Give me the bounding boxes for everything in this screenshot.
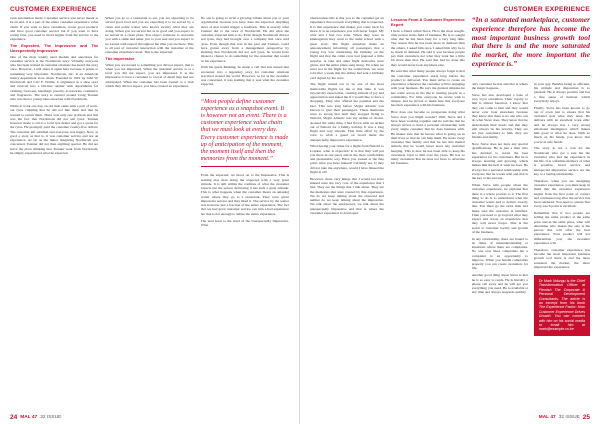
footer-right [539,414,590,421]
paragraph: The story is not a win for the Nordstrom who got a sale but the customer who had the experience in his life. It is a lifetime memory of what is possible. Great service and unexpected impressive service are the key to a lasting relationship. [533,146,590,176]
paragraph: He said that what many people always forget is that the customer experience starts long before the product is delivered. You must strive to create an experience whenever the customer will be engaging with your business. He says the greatest mistake he has come across in his life is treating people as a commodity. For him, everyone he works with is unique, and he strives to make sure that everyone has their experience with his business. [390,69,465,108]
footer-left [10,414,61,421]
paragraph: One of the most widely used models and anecdotes for customer service is the Nordstrom story. Virtually everyone who has been trained in customer relations has heard the story once. However, I will share it again here because it points to something very important. Nordstrom, Inc. is an American luxury department store chain. Founded in 1901 by John W. Nordstrom and Carl F. Wallin, it originated as a shoe store and evolved into a full-line retailer with departments for clothing, footwear, handbags, jewelry, accessories, cosmetics, and fragrances. The story is centred around Craig Trenner who was then a young sales associate with Nordstrom. [10,54,99,102]
page-number: 25 [582,414,590,421]
issue-suffix: 32 ISSUE [40,415,62,420]
paragraph: only customer he has and that is where the magic happens. [471,81,528,91]
paragraph: With his quick thinking, he made a call that has turned that encounter into a legendary story for customer relations practiced around the world. However, as far as the customer was concerned, it was nothing that it was what the customer expected. [200,65,289,87]
right-column-2 [391,16,465,408]
paragraph: I have a friend called Steve. He is the most sought-after person in his field of business. He is so sought after that he has been busy for a very long time. The reason that he has been more in demand than the others, I asked him once. I asked him why he is so much in demand. He said it was because people pay their customers not what they want but a little bit more than that. He said that had he done this they would never look anywhere else. [390,28,465,67]
paragraph: characterizes this is that you as the customer get an experience that exceeds everything that is expected. It is that experience that makes you come back for more. It is an experience you will never forget. My wife and I had two sons. When they were in kindergarten they went to the same school with a great story. The flight attendant made an announcement informing all passengers that a young boy was celebrating his birthday on the flight and that the cabin crew had prepared a little surprise. A cake and other flight delicacies were given, and the entire plane sang along. Yet when we were not in the flight for the celebration, we were told after a week that the airline had sent a birthday card signed by the crew. [310,16,384,80]
paragraph: Another good thing about Steve is that he is so easy to reach. He is literally a phone call away and he will get you everything you need. He is available at any time and always responds quickly. [471,273,528,295]
right-column-3 [472,16,590,408]
paragraph: even automation made. Customer service was never meant to be an end, it is a part of the entire customer experience value chain. If you want to have customers, create good products and have good customer service but if you want to have raving fans, you need to move higher from the service to the experience. [10,16,99,42]
issue-label: MAL 47 [538,415,556,420]
subheading: Lessons From A Customer Experience Expert [390,17,465,27]
section-label-right: CUSTOMER EXPERIENCE [503,6,590,13]
right-subcolumns [472,82,590,336]
left-column-1 [10,16,98,408]
paragraph: What having your ticket for a flight from Nairobi to London, what is expected? It is that they will put you there in one piece and in the most comfortable and pleasurable way. Have you looked at the fine print, what you have missed? Certainly not. If they did not take me anywhere, would I have missed the flight at all? [310,144,384,174]
paragraph: The flight turned out to be one of the most memorable flights for me at that time. It was beyond my expectation, creating attitude of joy and appreciation and asked me if I would like to have a shopping. They also offered me pajamas and the best. This was long before Virgin Atlantic was known to give their passengers. These memories were so strong that until they stopped flying to Nairobi, Virgin Atlantic was my airline of choice. Around the same time, I had flown with an airline out of Nairobi for a family holiday. It was a long flight and very smooth. That little effort by the crew to wish a guest on board made the unexpectedly impressive experience. [310,82,384,142]
left-columns [10,16,289,408]
paragraph: How does one become so prosperous doing what Steve does you might wonder? Well, Steve and I have been working together and he told me that he always strives to have a personal relationship with every single customer that he does business with. He makes sure that he knows what is going on in their lives so that he can help them. He treats every customer like family and that he has this mental attitude that he would never leave any customer hanging. This is how he has been able to keep his customers loyal to him over the years. He has so many customers that he does not have to advertise his business. [390,110,465,166]
paragraph: in your guy. Besides being so efficient, his attitude and disposition is so pleasant. He is always positive and has a fine sense of humour which everybody enjoys. [533,81,590,103]
section-label-left: CUSTOMER EXPERIENCE [10,6,97,13]
paragraph: Steve has also developed a base of very loyal customers. Their loyalty to him is almost fanatical. I know that they can come to him and they would never ever look elsewhere because they know that there is no one who can do what Steve does. They know that he understands their needs and that they will always be his priority. They are not just customers to him, they are friends and family. [471,92,528,140]
right-subcolumn-a [472,82,528,336]
pull-quote: “Most people define customer experience as a snapshot event. It is however not an event. There is a customer experience value chain that we must look at every day. Every customer experience is made up of anticipation of the moment, the moment itself and then the memories from the moment.” [201,93,289,168]
right-page [300,0,600,424]
paragraph: When you are treated to something you did not expect, that is when you are impressed. When the customer service is at a level you did not expect, you are impressed. It is the impressive to treat a customer to a level of detail they had not anticipated. When the customer has been treated to a visit which they did not expect, you have created an experience. [105,62,194,88]
author-bio-box: Dr Mark Ndungu is the Chief Transformation Officer at Flemish The Corporate & Personal Development Consultants. The article is an excerpt from his book The Experience Factor: How Customer Experience Drives Growth. You can connect with him on his social media or email him at mark@example.co.ke [534,275,590,336]
paragraph: From the expected, we move on to the Impressive. This is nothing else than doing the expected with a very great attitude. It is still within the confines of what the customer expects but the person delivering it has such a great attitude. This is what happens when the customer meets an amazing waiter where they go to a restaurant. They were given impressive service and they liked it. The service by the waiter was however just a fraction of the entire experience. The fact that we had great customer service can turn a bad experience but that is not enough to define the entire experience. [200,173,289,216]
subheading: The Impressive [105,55,135,61]
paragraph: When Steve tells people about the customer experience, he explains that there is a whole process to it. The first thing to do is to understand what the customer wants and to deliver exactly that. You must go the extra mile and make sure the customer is satisfied. Then you need to go beyond what they expect and create an experience that they will never forget. That is the secret to customer loyalty and growth of the business. [471,183,528,234]
issue-suffix: 32 ISSUE [558,415,580,420]
right-column-1 [310,16,384,408]
paragraph: No one is going to write a glowing tribute about you or your organization because you have done the expected. Anything short of that would trigger a feedback. This is exactly what Trenner did to the store at Nordstrom. He did what the customer expected him to do. Even though Nordstrom did not sell tyres, they had brought over a company that once sold tyres. Even though that was in the past and Trenner, could have gotten away from a management perspective by insisting that Nordstrom did not sell tyres, he would have missed a chance to do something for the customer that would be his experience. [200,16,289,63]
paragraph: Finally, Steve has been known to go out of town just to ensure that his customer gets what they need. He delivers with an excellent work ethic and he always has a very strong emotional intelligence which makes him good at what he does. With so much on his hands, you know that you're in safe hands. [533,105,590,144]
left-column-3 [201,16,289,408]
big-pull-quote: “In a saturated marketplace, customer experience therefore has become the most important business growth tool that there is and the more saturated the market, the more important the experience is.” [472,16,590,76]
paragraph: In any relationship, there are bound to be times of misunderstanding or situations where there are complaints. No one ever likes complaints but a complaint is an opportunity to improve. When you handle complaints properly you can create customers for life. [471,236,528,271]
right-columns [310,16,590,408]
issue-label: MAL 47 [20,415,38,420]
right-subcolumn-b [534,82,590,336]
paragraph: Remember that if two people are selling the same product at the same price and in the same place, what will determine who makes the sale is the person that will offer the best experience. Your product will not differentiate you; the customer experience will. [533,211,590,245]
paragraph: While at work one day, an old man came with a pair of worn-out tyres claiming that he did not like them and that he wanted to return them. There was only one problem and that was the fact that Nordstrom did not sell tyres. Trenner however made a call to a local tyre dealer and got a quote for the tyres. He promptly paid the customer twenty-five dollars. The customer left satisfied and everyone was happy. Now, as good a story as that is, it was customer service and not an experience. As far as the minor misgiving Nordstrom was concerned, Trenner did not then anything special. He did not leave the place thinking that Trenner went from Nordstrom, he simply experienced what he expected. [10,104,99,155]
left-column-2 [105,16,193,408]
subheading: The Expected, The Impressive and The Unexpectedly Impressive [10,43,99,53]
paragraph: When you go to a restaurant to eat, you are expecting to be served good food and you are expecting it to be served by a clean and polite waiter who knows exactly what they are doing. When you are served hot as in good and you expect to be served in a clean plate. You expect someone to welcome you with a smile and usher you to your seat and you expect to be treated with respect throughout the time you are there. This is all part of customer interaction with the customer at the customer experience level. This is the expected. [105,16,194,54]
paragraph: However, those very things that I would not have missed were the very core of the experience that I had. They are the things that I talk about. They are the memories that were created by that experience. We do not keep talking about the expected and neither do we keep talking about the impressive. We talk about the unexpected, we talk about the unexpectedly impressive and that is where the customer experience is developed. [310,176,384,215]
paragraph: Therefore, customer experience has become the most important business growth tool there is and the more saturated the market, the more important the experience. [533,247,590,269]
paragraph: Therefore, when you are designing customer experience, you must keep in mind that the customer experience begins from the first point of contact and continues long after the service has been rendered. You need to ensure that every touch point is excellent. [533,178,590,209]
paragraph: Now, Steve does not have any special qualifications. He is just a man who has decided to create the best experience for his customers. But he is always learning and growing, which makes him the best at what he does. He always has a personal relationship with everyone that he works with and that is the key to his success. [471,142,528,181]
page-number: 24 [10,414,18,421]
paragraph: The next level is the level of the Unexpectedly Impressive. What [200,218,289,227]
